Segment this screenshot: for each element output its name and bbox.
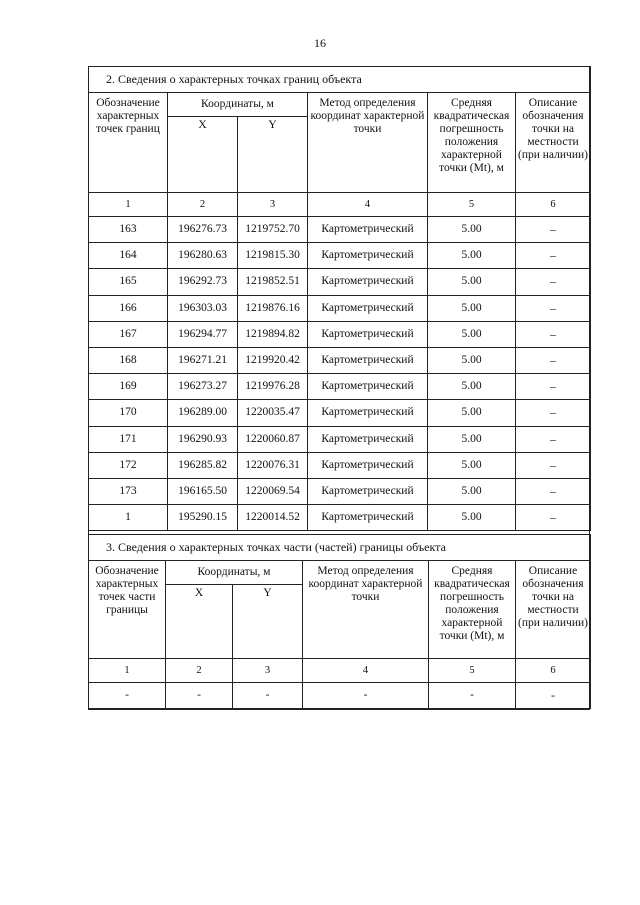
y-coordinate-cell: 1220076.31 bbox=[238, 452, 308, 478]
description-cell: – bbox=[516, 452, 591, 478]
section-2-title: 2. Сведения о характерных точках границ объекта bbox=[89, 67, 591, 93]
x-coordinate-cell: - bbox=[166, 683, 233, 709]
table-row bbox=[89, 426, 591, 452]
description-cell: – bbox=[516, 243, 591, 269]
header-point-designation: Обозначение характерных точек части границы bbox=[89, 561, 166, 659]
method-cell: Картометрический bbox=[308, 505, 428, 531]
description-cell: – bbox=[516, 295, 591, 321]
error-cell: 5.00 bbox=[428, 505, 516, 531]
method-cell: Картометрический bbox=[308, 374, 428, 400]
method-cell: Картометрический bbox=[308, 217, 428, 243]
y-coordinate-cell: 1219920.42 bbox=[238, 347, 308, 373]
column-number: 1 bbox=[89, 193, 168, 217]
header-y: Y bbox=[233, 585, 303, 659]
header-x: X bbox=[168, 117, 238, 193]
page-number: 16 bbox=[314, 36, 326, 50]
point-id-cell: 164 bbox=[89, 243, 168, 269]
table-row bbox=[89, 505, 591, 531]
header-description: Описание обозначения точки на местности (при наличии) bbox=[516, 561, 591, 659]
y-coordinate-cell: 1219876.16 bbox=[238, 295, 308, 321]
header-error: Средняя квадратическая погрешность положения характерной точки (Mt), м bbox=[428, 93, 516, 193]
y-coordinate-cell: 1220014.52 bbox=[238, 505, 308, 531]
method-cell: Картометрический bbox=[308, 426, 428, 452]
x-coordinate-cell: 196276.73 bbox=[168, 217, 238, 243]
x-coordinate-cell: 196290.93 bbox=[168, 426, 238, 452]
description-cell: – bbox=[516, 478, 591, 504]
point-id-cell: 163 bbox=[89, 217, 168, 243]
table-row bbox=[89, 683, 591, 709]
method-cell: Картометрический bbox=[308, 452, 428, 478]
error-cell: 5.00 bbox=[428, 269, 516, 295]
method-cell: Картометрический bbox=[308, 269, 428, 295]
point-id-cell: 173 bbox=[89, 478, 168, 504]
method-cell: Картометрический bbox=[308, 321, 428, 347]
error-cell: 5.00 bbox=[428, 295, 516, 321]
point-id-cell: 1 bbox=[89, 505, 168, 531]
point-id-cell: 166 bbox=[89, 295, 168, 321]
method-cell: Картометрический bbox=[308, 295, 428, 321]
column-number: 6 bbox=[516, 659, 591, 683]
column-number: 1 bbox=[89, 659, 166, 683]
method-cell: Картометрический bbox=[308, 478, 428, 504]
error-cell: 5.00 bbox=[428, 426, 516, 452]
column-number: 4 bbox=[303, 659, 429, 683]
x-coordinate-cell: 196303.03 bbox=[168, 295, 238, 321]
x-coordinate-cell: 196280.63 bbox=[168, 243, 238, 269]
error-cell: 5.00 bbox=[428, 374, 516, 400]
description-cell: – bbox=[516, 426, 591, 452]
point-id-cell: 172 bbox=[89, 452, 168, 478]
method-cell: Картометрический bbox=[308, 347, 428, 373]
column-numbers-row bbox=[89, 659, 591, 683]
table-row bbox=[89, 374, 591, 400]
point-id-cell: 171 bbox=[89, 426, 168, 452]
point-id-cell: 168 bbox=[89, 347, 168, 373]
column-number: 3 bbox=[233, 659, 303, 683]
y-coordinate-cell: 1219752.70 bbox=[238, 217, 308, 243]
table-row bbox=[89, 452, 591, 478]
point-id-cell: 170 bbox=[89, 400, 168, 426]
column-number: 4 bbox=[308, 193, 428, 217]
boundary-points-table bbox=[88, 66, 591, 531]
boundary-points-body bbox=[89, 217, 591, 531]
part-boundary-points-table bbox=[88, 534, 591, 709]
header-description: Описание обозначения точки на местности (при наличии) bbox=[516, 93, 591, 193]
y-coordinate-cell: 1220035.47 bbox=[238, 400, 308, 426]
header-error: Средняя квадратическая погрешность положения характерной точки (Mt), м bbox=[429, 561, 516, 659]
x-coordinate-cell: 196165.50 bbox=[168, 478, 238, 504]
x-coordinate-cell: 195290.15 bbox=[168, 505, 238, 531]
x-coordinate-cell: 196285.82 bbox=[168, 452, 238, 478]
point-id-cell: 169 bbox=[89, 374, 168, 400]
x-coordinate-cell: 196292.73 bbox=[168, 269, 238, 295]
error-cell: 5.00 bbox=[428, 243, 516, 269]
column-number: 2 bbox=[166, 659, 233, 683]
point-id-cell: - bbox=[89, 683, 166, 709]
method-cell: Картометрический bbox=[308, 400, 428, 426]
y-coordinate-cell: - bbox=[233, 683, 303, 709]
header-x: X bbox=[166, 585, 233, 659]
table-row bbox=[89, 321, 591, 347]
header-y: Y bbox=[238, 117, 308, 193]
error-cell: 5.00 bbox=[428, 217, 516, 243]
y-coordinate-cell: 1219815.30 bbox=[238, 243, 308, 269]
point-id-cell: 167 bbox=[89, 321, 168, 347]
table-row bbox=[89, 478, 591, 504]
error-cell: 5.00 bbox=[428, 321, 516, 347]
y-coordinate-cell: 1219852.51 bbox=[238, 269, 308, 295]
column-number: 5 bbox=[428, 193, 516, 217]
y-coordinate-cell: 1220060.87 bbox=[238, 426, 308, 452]
description-cell: – bbox=[516, 347, 591, 373]
description-cell: – bbox=[516, 400, 591, 426]
y-coordinate-cell: 1219894.82 bbox=[238, 321, 308, 347]
header-coordinates: Координаты, м bbox=[166, 561, 303, 585]
error-cell: 5.00 bbox=[428, 478, 516, 504]
error-cell: 5.00 bbox=[428, 400, 516, 426]
column-number: 5 bbox=[429, 659, 516, 683]
error-cell: 5.00 bbox=[428, 347, 516, 373]
table-row bbox=[89, 269, 591, 295]
y-coordinate-cell: 1219976.28 bbox=[238, 374, 308, 400]
error-cell: - bbox=[429, 683, 516, 709]
table-row bbox=[89, 217, 591, 243]
y-coordinate-cell: 1220069.54 bbox=[238, 478, 308, 504]
description-cell: – bbox=[516, 374, 591, 400]
x-coordinate-cell: 196271.21 bbox=[168, 347, 238, 373]
header-method: Метод определения координат характерной точки bbox=[303, 561, 429, 659]
header-point-designation: Обозначение характерных точек границ bbox=[89, 93, 168, 193]
description-cell: – bbox=[516, 269, 591, 295]
x-coordinate-cell: 196273.27 bbox=[168, 374, 238, 400]
table-row bbox=[89, 400, 591, 426]
x-coordinate-cell: 196294.77 bbox=[168, 321, 238, 347]
header-coordinates: Координаты, м bbox=[168, 93, 308, 117]
method-cell: Картометрический bbox=[308, 243, 428, 269]
table-row bbox=[89, 243, 591, 269]
point-id-cell: 165 bbox=[89, 269, 168, 295]
column-number: 2 bbox=[168, 193, 238, 217]
description-cell: – bbox=[516, 321, 591, 347]
x-coordinate-cell: 196289.00 bbox=[168, 400, 238, 426]
column-numbers-row bbox=[89, 193, 591, 217]
description-cell: – bbox=[516, 217, 591, 243]
table-row bbox=[89, 295, 591, 321]
section-3-title: 3. Сведения о характерных точках части (частей) границы объекта bbox=[89, 535, 591, 561]
column-number: 6 bbox=[516, 193, 591, 217]
header-method: Метод определения координат характерной точки bbox=[308, 93, 428, 193]
column-number: 3 bbox=[238, 193, 308, 217]
description-cell: – bbox=[516, 505, 591, 531]
description-cell: - bbox=[516, 683, 591, 709]
method-cell: - bbox=[303, 683, 429, 709]
part-boundary-points-body bbox=[89, 683, 591, 709]
table-row bbox=[89, 347, 591, 373]
error-cell: 5.00 bbox=[428, 452, 516, 478]
